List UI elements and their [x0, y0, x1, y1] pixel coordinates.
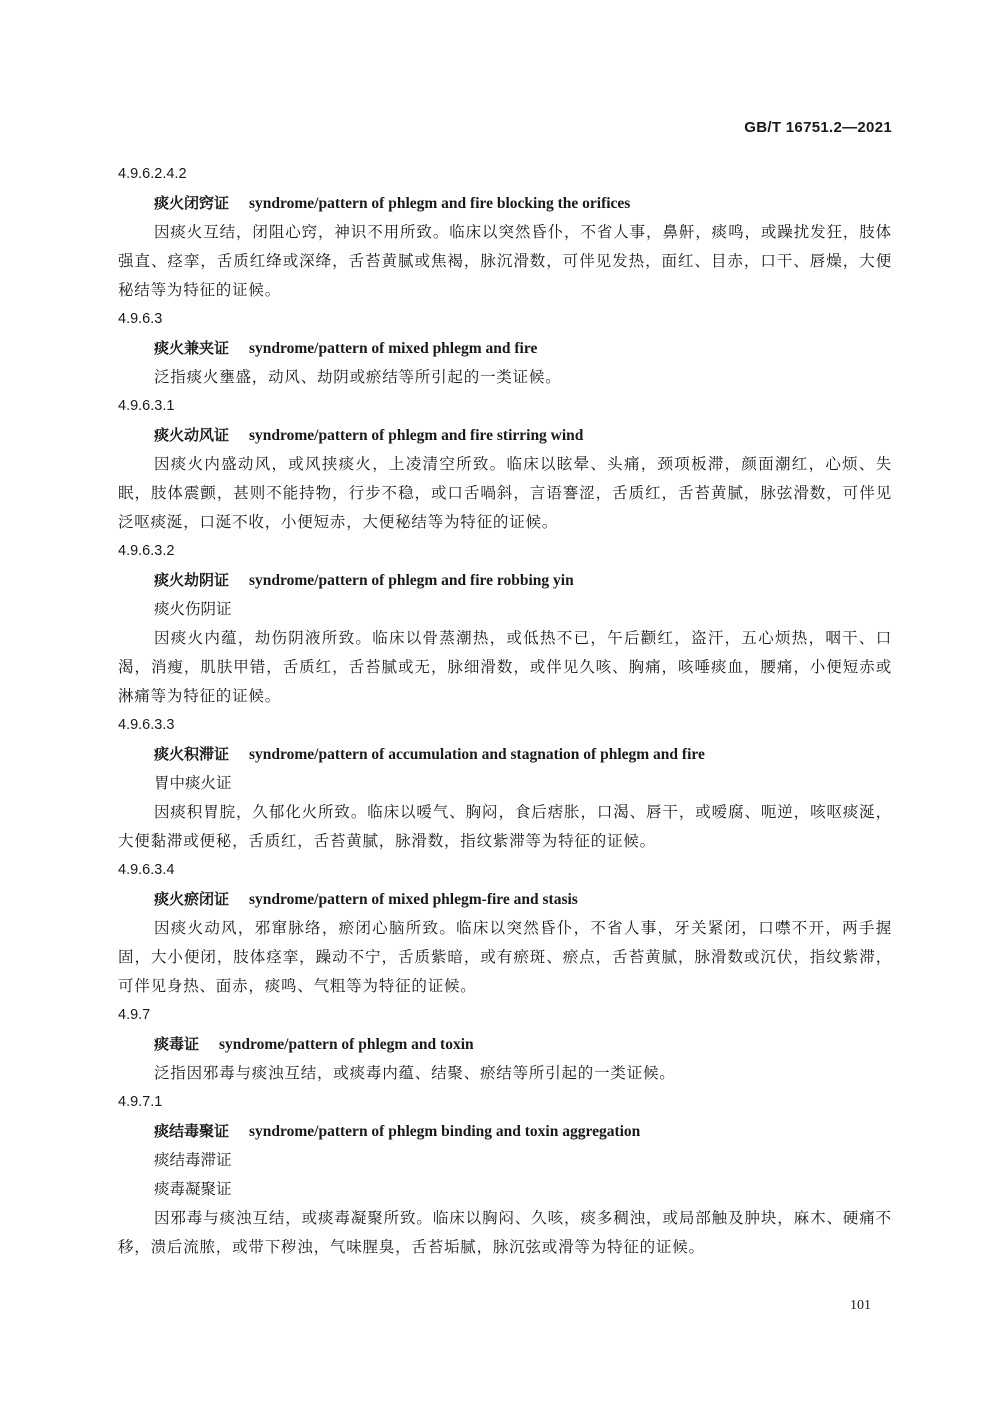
entry-term [118, 885, 892, 914]
entry-4-9-6-3-4 [118, 856, 892, 1001]
entry-term [118, 1030, 892, 1059]
entry-definition: 因痰火动风，邪窜脉络，瘀闭心脑所致。临床以突然昏仆，不省人事，牙关紧闭，口噤不开，两手握固，大小便闭，肢体痉挛，躁动不宁，舌质紫暗，或有瘀斑、瘀点，舌苔黄腻，脉滑数或沉伏，指纹紫滞，可伴见身热、面赤，痰鸣、气粗等为特征的证候。 [118, 919, 892, 995]
term-english: syndrome/pattern of accumulation and stagnation of phlegm and fire [249, 746, 705, 763]
term-chinese: 痰火闭窍证 [154, 194, 230, 212]
term-english: syndrome/pattern of phlegm and toxin [219, 1036, 474, 1053]
entry-term [118, 334, 892, 363]
entry-definition: 因痰积胃脘，久郁化火所致。临床以嗳气、胸闷，食后痞胀，口渴、唇干，或嗳腐、呃逆，咳呕痰涎，大便黏滞或便秘，舌质红，舌苔黄腻，脉滑数，指纹紫滞等为特征的证候。 [118, 803, 892, 850]
entry-4-9-6-2-4-2 [118, 160, 892, 305]
term-chinese: 痰火兼夹证 [154, 339, 230, 357]
term-english: syndrome/pattern of mixed phlegm and fire [249, 340, 538, 357]
entry-definition: 因邪毒与痰浊互结，或痰毒凝聚所致。临床以胸闷、久咳，痰多稠浊，或局部触及肿块，麻木、硬痛不移，溃后流脓，或带下秽浊，气味腥臭，舌苔垢腻，脉沉弦或滑等为特征的证候。 [118, 1209, 892, 1256]
entry-4-9-7 [118, 1001, 892, 1088]
term-english: syndrome/pattern of phlegm binding and toxin aggregation [249, 1123, 641, 1140]
entry-number: 4.9.6.2.4.2 [118, 166, 187, 182]
page-number: 101 [850, 1298, 871, 1313]
entry-number: 4.9.6.3 [118, 311, 163, 327]
term-chinese: 痰结毒聚证 [154, 1122, 230, 1140]
term-english: syndrome/pattern of mixed phlegm-fire and stasis [249, 891, 578, 908]
term-english: syndrome/pattern of phlegm and fire robbing yin [249, 572, 574, 589]
entry-definition: 因痰火内盛动风，或风挟痰火，上凌清空所致。临床以眩晕、头痛，颈项板滞，颜面潮红，心烦、失眠，肢体震颤，甚则不能持物，行步不稳，或口舌喎斜，言语謇涩，舌质红，舌苔黄腻，脉弦滑数，可伴见泛呕痰涎，口涎不收，小便短赤，大便秘结等为特征的证候。 [118, 455, 892, 531]
term-chinese: 痰火劫阴证 [154, 571, 230, 589]
term-chinese: 痰火瘀闭证 [154, 890, 230, 908]
entry-number: 4.9.7.1 [118, 1094, 163, 1110]
entry-number: 4.9.7 [118, 1007, 151, 1023]
entry-number: 4.9.6.3.4 [118, 862, 175, 878]
entry-synonym: 痰结毒滞证 [154, 1151, 232, 1169]
term-chinese: 痰毒证 [154, 1035, 200, 1053]
standard-code: GB/T 16751.2—2021 [744, 119, 892, 136]
entry-definition: 因痰火互结，闭阻心窍，神识不用所致。临床以突然昏仆，不省人事，鼻鼾，痰鸣，或躁扰发狂，肢体强直、痉挛，舌质红绛或深绛，舌苔黄腻或焦褐，脉沉滑数，可伴见发热，面红、目赤，口干、唇燥，大便秘结等为特征的证候。 [118, 223, 892, 299]
entry-4-9-6-3 [118, 305, 892, 392]
entry-4-9-7-1 [118, 1088, 892, 1262]
entry-definition: 泛指因邪毒与痰浊互结，或痰毒内蕴、结聚、瘀结等所引起的一类证候。 [154, 1064, 676, 1082]
entry-term [118, 566, 892, 595]
document-body [118, 160, 892, 1262]
entry-term [118, 189, 892, 218]
entry-4-9-6-3-3 [118, 711, 892, 856]
entry-4-9-6-3-2 [118, 537, 892, 711]
term-chinese: 痰火动风证 [154, 426, 230, 444]
term-english: syndrome/pattern of phlegm and fire stirring wind [249, 427, 584, 444]
entry-synonym: 胃中痰火证 [154, 774, 232, 792]
term-chinese: 痰火积滞证 [154, 745, 230, 763]
entry-term [118, 740, 892, 769]
entry-number: 4.9.6.3.1 [118, 398, 175, 414]
entry-number: 4.9.6.3.2 [118, 543, 175, 559]
entry-definition: 泛指痰火壅盛，动风、劫阴或瘀结等所引起的一类证候。 [154, 368, 562, 386]
entry-term [118, 1117, 892, 1146]
entry-definition: 因痰火内蕴，劫伤阴液所致。临床以骨蒸潮热，或低热不已，午后颧红，盗汗，五心烦热，咽干、口渴，消瘦，肌肤甲错，舌质红，舌苔腻或无，脉细滑数，或伴见久咳、胸痛，咳唾痰血，腰痛，小便短赤或淋痛等为特征的证候。 [118, 629, 892, 705]
entry-synonym: 痰毒凝聚证 [154, 1180, 232, 1198]
entry-number: 4.9.6.3.3 [118, 717, 175, 733]
term-english: syndrome/pattern of phlegm and fire blocking the orifices [249, 195, 631, 212]
entry-term [118, 421, 892, 450]
entry-synonym: 痰火伤阴证 [154, 600, 232, 618]
entry-4-9-6-3-1 [118, 392, 892, 537]
